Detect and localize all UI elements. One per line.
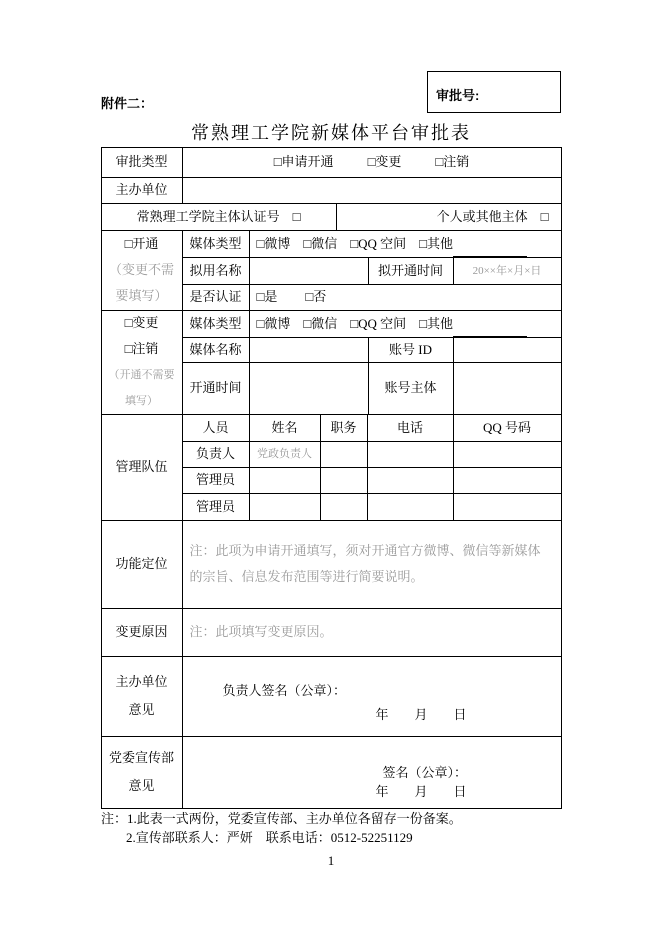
change-checkbox[interactable]: □变更 — [124, 315, 159, 330]
option-cancel[interactable]: □注销 — [435, 154, 470, 169]
team-row-name[interactable]: 党政负责人 — [249, 441, 321, 468]
host-opinion-field[interactable] — [182, 656, 562, 737]
account-owner-label: 账号主体 — [368, 362, 454, 415]
function-label: 功能定位 — [101, 520, 183, 609]
proposed-name-label: 拟用名称 — [182, 257, 250, 285]
team-header-position: 职务 — [320, 414, 368, 442]
team-header-role: 人员 — [182, 414, 250, 442]
team-row-position[interactable] — [320, 493, 368, 521]
approval-number-box[interactable] — [427, 71, 561, 113]
dept-date-label: 年 月 日 — [375, 783, 467, 799]
host-unit-label: 主办单位 — [101, 177, 183, 204]
media-name-field[interactable] — [249, 337, 369, 363]
page-number: 1 — [327, 853, 335, 868]
option-apply-open[interactable]: □申请开通 — [273, 154, 334, 169]
change-media-type-label: 媒体类型 — [182, 310, 250, 338]
cancel-checkbox[interactable]: □注销 — [124, 341, 159, 356]
host-opinion-label — [101, 656, 183, 737]
approval-number-label: 审批号: — [436, 88, 480, 103]
reason-label: 变更原因 — [101, 608, 183, 657]
team-row-phone[interactable] — [367, 441, 454, 468]
function-field[interactable]: 注：此项为申请开通填写，须对开通官方微博、微信等新媒体的宗旨、信息发布范围等进行简要说明。 — [182, 520, 562, 609]
school-subject-option[interactable]: 常熟理工学院主体认证号 □ — [101, 203, 337, 231]
change-other[interactable]: □其他 — [419, 311, 527, 337]
approval-type-options — [182, 147, 562, 178]
account-id-field[interactable] — [453, 337, 562, 363]
team-row-qq[interactable] — [453, 493, 562, 521]
account-id-label: 账号 ID — [368, 337, 454, 363]
change-qzone[interactable]: □QQ 空间 — [350, 315, 407, 331]
account-owner-field[interactable] — [453, 362, 562, 415]
team-row-role: 管理员 — [182, 467, 250, 494]
change-weibo[interactable]: □微博 — [256, 315, 291, 331]
open-checkbox[interactable]: □开通 — [124, 236, 159, 251]
footer-note-2: 2.宣传部联系人：严妍 联系电话：0512-52251129 — [126, 830, 413, 845]
change-section-label — [101, 310, 183, 415]
reason-field[interactable]: 注：此项填写变更原因。 — [182, 608, 562, 657]
change-wechat[interactable]: □微信 — [303, 315, 338, 331]
host-date-label: 年 月 日 — [375, 706, 467, 722]
open-weibo[interactable]: □微博 — [256, 235, 291, 251]
team-row-role: 负责人 — [182, 441, 250, 468]
other-subject-option[interactable]: 个人或其他主体 □ — [336, 203, 562, 231]
team-header-qq: QQ 号码 — [453, 414, 562, 442]
host-unit-field[interactable] — [182, 177, 562, 204]
proposed-time-label: 拟开通时间 — [368, 257, 454, 285]
open-media-type-options — [249, 230, 562, 258]
certified-label: 是否认证 — [182, 284, 250, 311]
team-header-name: 姓名 — [249, 414, 321, 442]
open-wechat[interactable]: □微信 — [303, 235, 338, 251]
open-note: （变更不需要填写） — [108, 262, 174, 303]
dept-opinion-label-line2: 意见 — [128, 778, 155, 793]
other-blank-line[interactable] — [453, 324, 527, 337]
page-title: 常熟理工学院新媒体平台审批表 — [191, 123, 471, 143]
team-header-phone: 电话 — [367, 414, 454, 442]
dept-signature-label: 签名（公章）： — [382, 764, 468, 780]
team-row-name[interactable] — [249, 493, 321, 521]
team-row-phone[interactable] — [367, 467, 454, 494]
team-row-phone[interactable] — [367, 493, 454, 521]
team-row-qq[interactable] — [453, 467, 562, 494]
open-qzone[interactable]: □QQ 空间 — [350, 235, 407, 251]
other-blank-line[interactable] — [453, 244, 527, 257]
dept-opinion-field[interactable] — [182, 736, 562, 809]
proposed-name-field[interactable] — [249, 257, 369, 285]
certified-options — [249, 284, 562, 311]
open-time-field[interactable] — [249, 362, 369, 415]
team-row-position[interactable] — [320, 441, 368, 468]
certified-no[interactable]: □否 — [305, 289, 327, 304]
dept-opinion-label-line1: 党委宣传部 — [108, 750, 174, 765]
change-note: （开通不需要填写） — [108, 369, 175, 407]
team-row-qq[interactable] — [453, 441, 562, 468]
proposed-time-field[interactable]: 20××年×月×日 — [453, 257, 562, 285]
team-row-name[interactable] — [249, 467, 321, 494]
team-row-position[interactable] — [320, 467, 368, 494]
change-media-type-options — [249, 310, 562, 338]
team-row-role: 管理员 — [182, 493, 250, 521]
host-signature-label: 负责人签名（公章）： — [222, 682, 347, 698]
dept-opinion-label — [101, 736, 183, 809]
open-other[interactable]: □其他 — [419, 231, 527, 257]
host-opinion-label-line2: 意见 — [128, 702, 155, 717]
open-time-label: 开通时间 — [182, 362, 250, 415]
attachment-label: 附件二： — [101, 96, 154, 111]
footer-note-1: 注：1.此表一式两份，党委宣传部、主办单位各留存一份备案。 — [101, 811, 462, 826]
certified-yes[interactable]: □是 — [256, 289, 278, 304]
media-name-label: 媒体名称 — [182, 337, 250, 363]
approval-type-label: 审批类型 — [101, 147, 183, 178]
option-change[interactable]: □变更 — [367, 154, 402, 169]
team-label: 管理队伍 — [101, 414, 183, 521]
open-media-type-label: 媒体类型 — [182, 230, 250, 258]
open-section-label — [101, 230, 183, 311]
host-opinion-label-line1: 主办单位 — [115, 674, 168, 689]
